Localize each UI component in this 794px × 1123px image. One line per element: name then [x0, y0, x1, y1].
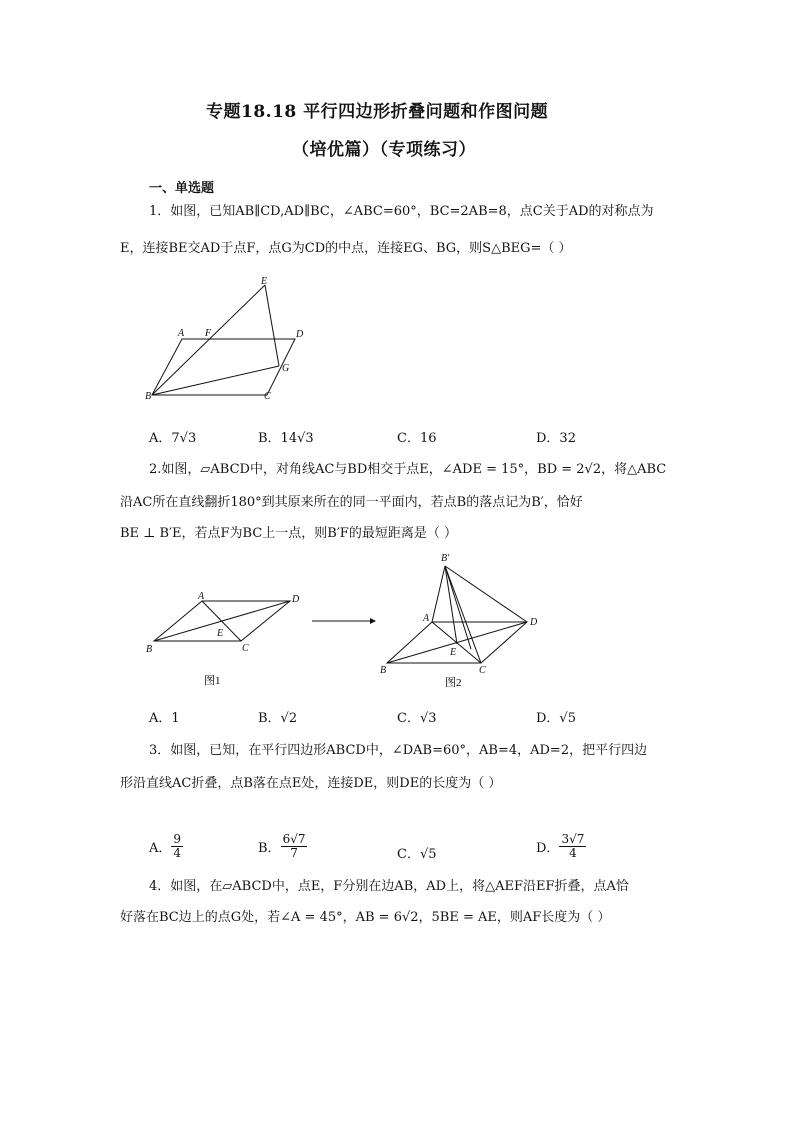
q2-option-b[interactable]: B．√2	[258, 711, 298, 726]
q4-text-line2: 好落在BC边上的点G处，若∠A = 45°，AB = 6√2，5BE = AE，则AF长度为（ ）	[120, 910, 611, 925]
q2-f1-label-a: A	[198, 591, 205, 602]
q2-f1-label-b: B	[146, 644, 153, 655]
q2-f2-label-b: B	[380, 665, 387, 676]
q2-fig2-caption: 图2	[445, 677, 462, 689]
q3-option-a-num: 9	[173, 832, 182, 846]
q2-option-c[interactable]: C．√3	[397, 711, 437, 726]
q2-fig1-caption: 图1	[204, 675, 221, 687]
q3-option-a-den: 4	[173, 846, 182, 860]
q3-text-line2: 形沿直线AC折叠，点B落在点E处，连接DE，则DE的长度为（ ）	[120, 776, 502, 791]
q3-option-d[interactable]	[536, 833, 586, 860]
q2-f2-label-bp: B′	[441, 553, 450, 564]
q3-option-d-prefix: D．	[536, 841, 560, 856]
q3-option-d-num: 3√7	[561, 832, 585, 846]
q3-option-d-den: 4	[569, 846, 577, 860]
q2-f2-label-e: E	[450, 647, 457, 658]
q1-option-c[interactable]: C．16	[397, 431, 437, 446]
q3-option-c[interactable]: C．√5	[397, 847, 437, 862]
q1-label-f: F	[205, 328, 212, 339]
q1-label-b: B	[145, 391, 152, 402]
q1-label-g: G	[282, 363, 290, 374]
q2-f2-label-c: C	[479, 665, 486, 676]
q2-f2-label-d: D	[530, 617, 538, 628]
q1-label-e: E	[261, 276, 268, 287]
q2-text-line1: 2.如图，▱ABCD中，对角线AC与BD相交于点E，∠ADE = 15°，BD = 2√2，将△ABC	[149, 462, 667, 477]
q2-text-line2: 沿AC所在直线翻折180°到其原来所在的同一平面内，若点B的落点记为B′，恰好	[120, 495, 583, 510]
q2-figure1	[140, 585, 320, 690]
q3-text-line1: 3．如图，已知，在平行四边形ABCD中，∠DAB=60°，AB=4，AD=2，把平行四边	[149, 743, 648, 758]
q3-option-a-prefix: A．	[149, 841, 172, 856]
q2-option-a[interactable]: A．1	[149, 711, 180, 726]
arrow-icon	[310, 615, 380, 627]
q2-text-line3: BE ⊥ B′E，若点F为BC上一点，则B′F的最短距离是（ ）	[120, 526, 457, 541]
q3-option-d-fraction	[559, 833, 586, 860]
q1-label-d: D	[296, 329, 304, 340]
page-title: 专题18.18 平行四边形折叠问题和作图问题	[206, 102, 549, 122]
q2-f2-label-a: A	[423, 613, 430, 624]
q3-option-a-fraction	[171, 833, 183, 860]
section-heading: 一、单选题	[149, 181, 215, 196]
q2-option-d[interactable]: D．√5	[536, 711, 576, 726]
q1-option-d[interactable]: D．32	[536, 431, 576, 446]
q1-text-line2: E，连接BE交AD于点F，点G为CD的中点，连接EG、BG，则S△BEG=（ ）	[120, 241, 572, 256]
q2-f1-label-c: C	[242, 643, 249, 654]
q2-figure2	[375, 548, 550, 693]
q2-f1-label-e: E	[217, 628, 224, 639]
q1-option-a[interactable]: A．7√3	[149, 431, 197, 446]
q2-f1-label-d: D	[292, 594, 300, 605]
q1-figure	[140, 272, 315, 407]
q1-label-c: C	[264, 391, 271, 402]
q1-option-b[interactable]: B．14√3	[258, 431, 314, 446]
q1-label-a: A	[178, 328, 185, 339]
q3-option-b[interactable]	[258, 833, 307, 860]
q4-text-line1: 4．如图，在▱ABCD中，点E，F分别在边AB，AD上，将△AEF沿EF折叠，点A恰	[149, 879, 629, 894]
q3-option-b-prefix: B．	[258, 841, 281, 856]
q3-option-b-fraction	[281, 833, 308, 860]
q3-option-b-den: 7	[290, 846, 298, 860]
q3-option-b-num: 6√7	[282, 832, 306, 846]
page-subtitle: （培优篇）（专项练习）	[292, 140, 476, 160]
q1-text-line1: 1．如图，已知AB∥CD,AD∥BC，∠ABC=60°，BC=2AB=8，点C关于AD的对称点为	[149, 204, 654, 219]
q3-option-a[interactable]	[149, 833, 183, 860]
